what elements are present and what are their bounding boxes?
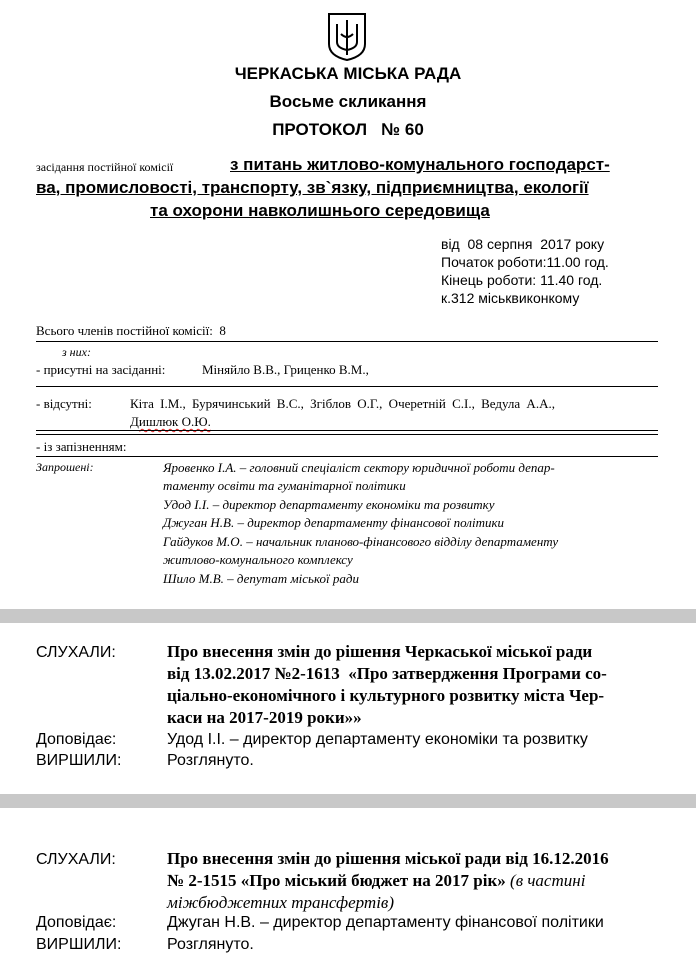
absent-label: - відсутні: — [36, 396, 92, 411]
item-2-heard-bold: № 2-1515 «Про міський бюджет на 2017 рік» — [167, 871, 506, 890]
invited-line: житлово-комунального комплексу — [163, 552, 353, 567]
invited-line: Джуган Н.В. – директор департаменту фінансової політики — [163, 515, 505, 530]
members-of-them: з них: — [62, 345, 91, 359]
item-2-decided-text: Розглянуто. — [167, 936, 254, 953]
item-1-reports-label: Доповідає: — [36, 731, 117, 748]
commission-line-3: та охорони навколишнього середовища — [150, 201, 490, 220]
item-1-heard-label: СЛУХАЛИ: — [36, 644, 116, 661]
council-title: ЧЕРКАСЬКА МІСЬКА РАДА — [234, 64, 462, 83]
present-label: - присутні на засіданні: — [36, 362, 166, 377]
item-2-heard-line: Про внесення змін до рішення міської ради від 16.12.2016 — [167, 849, 609, 868]
invited-line: Гайдуков М.О. – начальник планово-фінансового відділу департаменту — [163, 534, 559, 549]
rule — [36, 456, 658, 457]
members-total: Всього членів постійної комісії: 8 — [36, 323, 226, 338]
meeting-prefix: засідання постійної комісії — [36, 160, 174, 174]
item-1-heard-line: каси на 2017-2019 роки»» — [167, 708, 362, 727]
item-2-decided-label: ВИРШИЛИ: — [36, 936, 122, 953]
item-1-heard-line: від 13.02.2017 №2-1613 «Про затвердження Програми со- — [167, 664, 607, 683]
invited-line: таменту освіти та гуманітарної політики — [163, 478, 406, 493]
item-1-heard-line: ціально-економічного і культурного розвитку міста Чер- — [167, 686, 605, 705]
trident-emblem-icon — [327, 12, 367, 62]
invited-line: Удод І.І. – директор департаменту економіки та розвитку — [163, 497, 495, 512]
commission-line-1: з питань житлово-комунального господарст- — [230, 155, 610, 174]
item-2-heard-italic: (в частині — [505, 871, 586, 890]
absent-names-2: Дишлюк О.Ю. — [130, 414, 211, 429]
meeting-room: к.312 міськвиконкому — [441, 290, 580, 306]
meeting-end: Кінець роботи: 11.40 год. — [441, 272, 603, 288]
item-1-reports-text: Удод І.І. – директор департаменту економіки та розвитку — [167, 731, 588, 748]
invited-line: Шило М.В. – депутат міської ради — [163, 571, 359, 586]
present-names: Міняйло В.В., Гриценко В.М., — [202, 362, 369, 377]
invited-line: Яровенко І.А. – головний спеціаліст сектору юридичної роботи депар- — [163, 460, 555, 475]
protocol-title: ПРОТОКОЛ № 60 — [272, 120, 424, 139]
page-separator — [0, 794, 696, 808]
rule — [36, 341, 658, 342]
item-2-heard-line — [167, 871, 585, 891]
commission-line-2: ва, промисловості, транспорту, зв`язку, підприємництва, екології — [36, 178, 589, 197]
meeting-start: Початок роботи:11.00 год. — [441, 254, 609, 270]
rule — [36, 386, 658, 387]
page-separator — [0, 609, 696, 623]
item-1-decided-text: Розглянуто. — [167, 752, 254, 769]
meeting-date: від 08 серпня 2017 року — [441, 236, 605, 252]
absent-names-1: Кіта І.М., Бурячинський В.С., Згіблов О.Г., Очеретній С.І., Ведула А.А., — [130, 396, 555, 411]
item-2-reports-text: Джуган Н.В. – директор департаменту фінансової політики — [167, 914, 604, 931]
convocation-title: Восьме скликання — [269, 92, 427, 111]
invited-label: Запрошені: — [36, 460, 94, 474]
rule — [36, 430, 658, 431]
item-1-decided-label: ВИРШИЛИ: — [36, 752, 122, 769]
item-1-heard-line: Про внесення змін до рішення Черкаської міської ради — [167, 642, 593, 661]
late-label: - із запізненням: — [36, 439, 127, 454]
item-2-reports-label: Доповідає: — [36, 914, 117, 931]
rule — [36, 434, 658, 435]
item-2-heard-label: СЛУХАЛИ: — [36, 851, 116, 868]
item-2-heard-line: міжбюджетних трансфертів) — [167, 893, 394, 912]
